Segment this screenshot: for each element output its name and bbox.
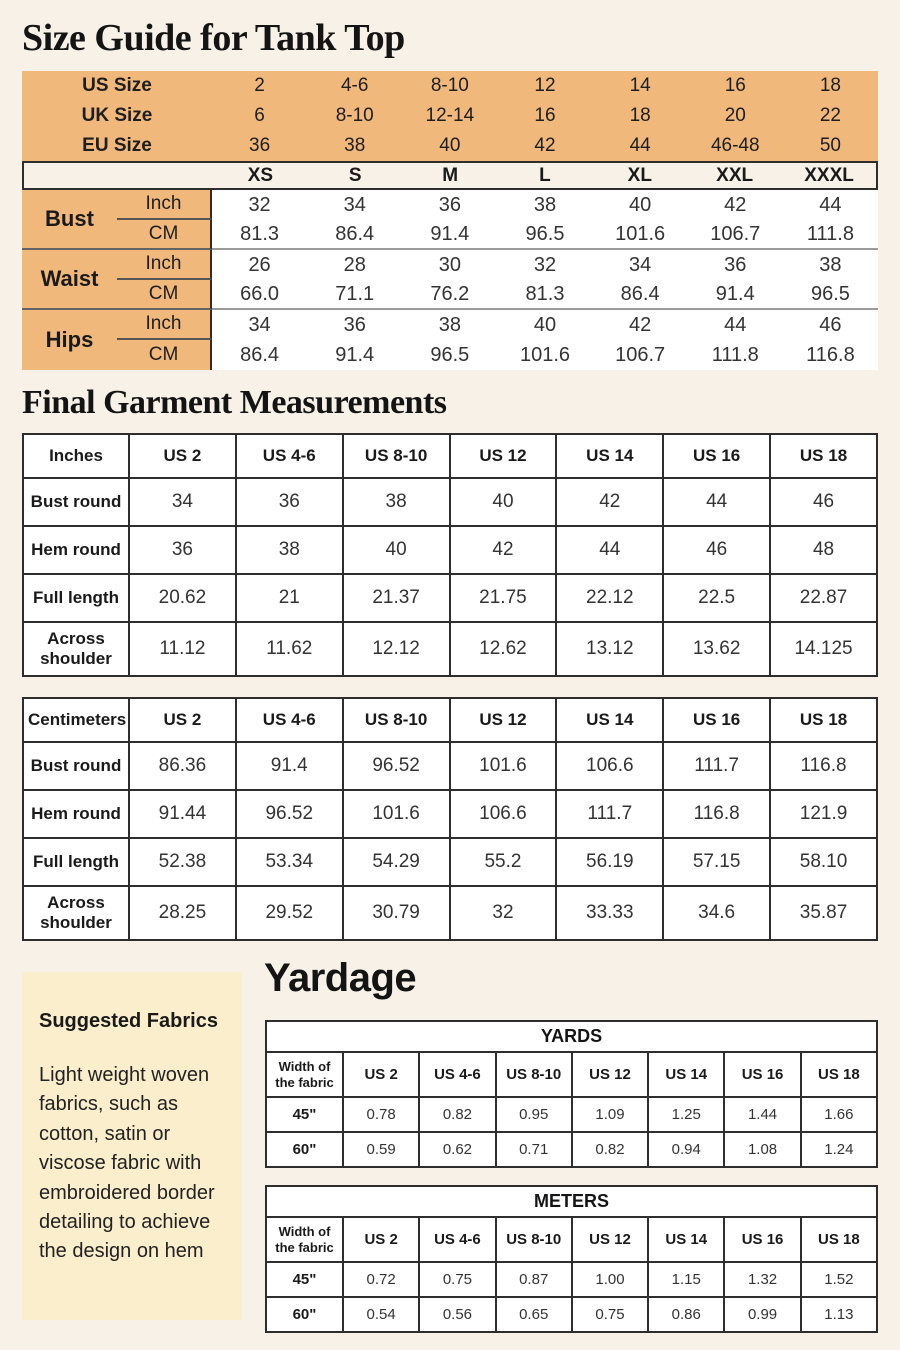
unit-label: CM xyxy=(117,280,212,310)
cell-value: 38 xyxy=(344,135,366,156)
cell-value: 16 xyxy=(724,75,746,96)
cell-value: 1.32 xyxy=(724,1262,800,1297)
row-label: Full length xyxy=(23,838,129,886)
cell-value: US 14 xyxy=(556,698,663,742)
cell-value: 1.13 xyxy=(801,1297,877,1332)
cell-value: US 2 xyxy=(343,1052,419,1097)
row-label: EU Size xyxy=(82,135,152,156)
cell-value: 36 xyxy=(307,310,402,340)
cell-value: 1.44 xyxy=(724,1097,800,1132)
page-title: Size Guide for Tank Top xyxy=(22,17,405,59)
cell-value: 22 xyxy=(819,105,841,126)
cell-value: 42 xyxy=(450,526,557,574)
cell-value: 50 xyxy=(819,135,841,156)
yardage-meters-table xyxy=(265,1185,878,1333)
cell-value: 13.62 xyxy=(663,622,770,676)
cell-value: US 4-6 xyxy=(419,1052,495,1097)
cell-value: 48 xyxy=(770,526,877,574)
cell-value: 38 xyxy=(783,250,878,280)
cell-value: 91.4 xyxy=(688,280,783,310)
cell-value: 101.6 xyxy=(593,220,688,250)
cell-value: 28.25 xyxy=(129,886,236,940)
cell-value: US 16 xyxy=(663,434,770,478)
cell-value: 116.8 xyxy=(770,742,877,790)
cell-value: 46 xyxy=(783,310,878,340)
cell-value: 6 xyxy=(254,105,265,126)
cell-value: 91.4 xyxy=(402,220,497,250)
cell-value: 1.25 xyxy=(648,1097,724,1132)
cell-value: 12-14 xyxy=(425,105,475,126)
row-label: 60" xyxy=(266,1132,343,1167)
table-row xyxy=(22,131,878,161)
cell-value: 0.65 xyxy=(496,1297,572,1332)
cell-value: US 4-6 xyxy=(236,698,343,742)
cell-value: 32 xyxy=(212,190,307,220)
cell-value: 11.62 xyxy=(236,622,343,676)
empty-cell xyxy=(23,162,213,189)
cell-value: 46-48 xyxy=(710,135,760,156)
cell-value: 1.15 xyxy=(648,1262,724,1297)
size-conversion-table xyxy=(22,71,878,161)
cell-value: US 16 xyxy=(724,1217,800,1262)
cell-value: 106.7 xyxy=(688,220,783,250)
cell-value: 2 xyxy=(254,75,265,96)
cell-value: 1.66 xyxy=(801,1097,877,1132)
cell-value: 38 xyxy=(236,526,343,574)
cell-value: 40 xyxy=(593,190,688,220)
cell-value: 71.1 xyxy=(307,280,402,310)
cell-value: 111.8 xyxy=(783,220,878,250)
cell-value: 14.125 xyxy=(770,622,877,676)
cell-value: 36 xyxy=(249,135,271,156)
cell-value: 21.75 xyxy=(450,574,557,622)
cell-value: 28 xyxy=(307,250,402,280)
cell-value: Inches xyxy=(23,434,129,478)
cell-value: 4-6 xyxy=(340,75,369,96)
cell-value: 86.4 xyxy=(593,280,688,310)
cell-value: 66.0 xyxy=(212,280,307,310)
cell-value: 96.52 xyxy=(236,790,343,838)
cell-value: 40 xyxy=(343,526,450,574)
cell-value: 8-10 xyxy=(335,105,374,126)
unit-label: CM xyxy=(117,220,212,250)
cell-value: US 4-6 xyxy=(419,1217,495,1262)
cell-value: M xyxy=(442,164,459,186)
cell-value: 40 xyxy=(450,478,557,526)
cell-value: 0.78 xyxy=(343,1097,419,1132)
cell-value: 81.3 xyxy=(212,220,307,250)
fabrics-description: Light weight woven fabrics, such as cotton, satin or viscose fabric with embroidered border detailing to achieve the design on hem xyxy=(39,1064,215,1263)
cell-value: 35.87 xyxy=(770,886,877,940)
cell-value: 34 xyxy=(307,190,402,220)
cell-value: 36 xyxy=(688,250,783,280)
cell-value: 0.72 xyxy=(343,1262,419,1297)
cell-value: 30.79 xyxy=(343,886,450,940)
cell-value: 86.4 xyxy=(307,220,402,250)
table-row xyxy=(266,1262,877,1297)
section-label: Hips xyxy=(22,310,117,370)
cell-value: 0.99 xyxy=(724,1297,800,1332)
table-title-row xyxy=(266,1021,877,1052)
cell-value: 46 xyxy=(770,478,877,526)
suggested-fabrics-panel xyxy=(22,972,242,1320)
cell-value: 1.52 xyxy=(801,1262,877,1297)
cell-value: 32 xyxy=(450,886,557,940)
cell-value: 55.2 xyxy=(450,838,557,886)
cell-value: 52.38 xyxy=(129,838,236,886)
cell-value: 0.56 xyxy=(419,1297,495,1332)
cell-value: US 8-10 xyxy=(343,698,450,742)
table-row xyxy=(266,1132,877,1167)
cell-value: 33.33 xyxy=(556,886,663,940)
cell-value: 76.2 xyxy=(402,280,497,310)
cell-value: 20.62 xyxy=(129,574,236,622)
cell-value: US 18 xyxy=(770,434,877,478)
cell-value: 111.7 xyxy=(663,742,770,790)
cell-value: 14 xyxy=(629,75,651,96)
cell-value: 13.12 xyxy=(556,622,663,676)
cell-value: 91.44 xyxy=(129,790,236,838)
cell-value: 34 xyxy=(129,478,236,526)
cell-value: Width of the fabric xyxy=(266,1052,343,1097)
letter-sizes-row xyxy=(22,161,878,190)
row-label: 60" xyxy=(266,1297,343,1332)
cell-value: US 18 xyxy=(770,698,877,742)
cell-value: L xyxy=(539,164,551,186)
row-label: Full length xyxy=(23,574,129,622)
cell-value: US 18 xyxy=(801,1052,877,1097)
yardage-section-title: Yardage xyxy=(264,956,417,1000)
cell-value: 42 xyxy=(593,310,688,340)
cell-value: 38 xyxy=(343,478,450,526)
cell-value: 0.82 xyxy=(419,1097,495,1132)
cell-value: 42 xyxy=(688,190,783,220)
cell-value: 44 xyxy=(629,135,651,156)
cell-value: 1.08 xyxy=(724,1132,800,1167)
cell-value: 58.10 xyxy=(770,838,877,886)
cell-value: 34 xyxy=(212,310,307,340)
cell-value: 11.12 xyxy=(129,622,236,676)
cell-value: 12.12 xyxy=(343,622,450,676)
cell-value: US 8-10 xyxy=(496,1217,572,1262)
cell-value: 20 xyxy=(724,105,746,126)
cell-value: S xyxy=(348,164,362,186)
cell-value: US 8-10 xyxy=(496,1052,572,1097)
cell-value: 86.36 xyxy=(129,742,236,790)
cell-value: 16 xyxy=(534,105,556,126)
cell-value: XL xyxy=(627,164,652,186)
cell-value: 18 xyxy=(629,105,651,126)
cell-value: Width of the fabric xyxy=(266,1217,343,1262)
cell-value: 0.86 xyxy=(648,1297,724,1332)
row-label: Across shoulder xyxy=(23,622,129,676)
garment-centimeters-table xyxy=(22,697,878,941)
cell-value: 106.7 xyxy=(593,340,688,370)
cell-value: 111.7 xyxy=(556,790,663,838)
cell-value: 101.6 xyxy=(343,790,450,838)
table-row xyxy=(23,790,877,838)
cell-value: 44 xyxy=(783,190,878,220)
cell-value: 101.6 xyxy=(450,742,557,790)
cell-value: 12.62 xyxy=(450,622,557,676)
cell-value: 81.3 xyxy=(497,280,592,310)
cell-value: 1.00 xyxy=(572,1262,648,1297)
row-label: Hem round xyxy=(23,526,129,574)
cell-value: 46 xyxy=(663,526,770,574)
cell-value: 0.95 xyxy=(496,1097,572,1132)
cell-value: US 16 xyxy=(663,698,770,742)
row-label: Bust round xyxy=(23,478,129,526)
cell-value: 44 xyxy=(556,526,663,574)
cell-value: 56.19 xyxy=(556,838,663,886)
cell-value: 34.6 xyxy=(663,886,770,940)
yardage-yards-table xyxy=(265,1020,878,1168)
table-row xyxy=(23,886,877,940)
unit-label: CM xyxy=(117,340,212,370)
garment-section-title: Final Garment Measurements xyxy=(22,384,447,421)
cell-value: 38 xyxy=(402,310,497,340)
yards-title: YARDS xyxy=(266,1021,877,1052)
table-row xyxy=(23,622,877,676)
cell-value: US 16 xyxy=(724,1052,800,1097)
cell-value: 96.5 xyxy=(402,340,497,370)
cell-value: 36 xyxy=(129,526,236,574)
cell-value: 0.82 xyxy=(572,1132,648,1167)
table-row xyxy=(23,478,877,526)
row-label: 45" xyxy=(266,1262,343,1297)
cell-value: US 14 xyxy=(648,1052,724,1097)
cell-value: Centimeters xyxy=(23,698,129,742)
cell-value: 21.37 xyxy=(343,574,450,622)
section-label: Waist xyxy=(22,250,117,310)
table-row xyxy=(266,1297,877,1332)
cell-value: 96.5 xyxy=(783,280,878,310)
cell-value: 96.52 xyxy=(343,742,450,790)
row-label: US Size xyxy=(82,75,152,96)
table-header-row xyxy=(266,1217,877,1262)
body-measurements-table xyxy=(22,190,878,370)
cell-value: US 4-6 xyxy=(236,434,343,478)
table-row xyxy=(266,1097,877,1132)
cell-value: US 2 xyxy=(129,434,236,478)
cell-value: 1.09 xyxy=(572,1097,648,1132)
cell-value: 29.52 xyxy=(236,886,343,940)
cell-value: US 12 xyxy=(572,1052,648,1097)
cell-value: 30 xyxy=(402,250,497,280)
unit-label: Inch xyxy=(117,310,212,340)
cell-value: 22.12 xyxy=(556,574,663,622)
cell-value: 116.8 xyxy=(783,340,878,370)
table-header-row xyxy=(266,1052,877,1097)
cell-value: 0.54 xyxy=(343,1297,419,1332)
cell-value: 106.6 xyxy=(450,790,557,838)
cell-value: 121.9 xyxy=(770,790,877,838)
row-label: UK Size xyxy=(81,105,153,126)
table-row xyxy=(23,742,877,790)
cell-value: 21 xyxy=(236,574,343,622)
cell-value: 0.87 xyxy=(496,1262,572,1297)
garment-inches-table xyxy=(22,433,878,677)
cell-value: 0.75 xyxy=(572,1297,648,1332)
cell-value: US 8-10 xyxy=(343,434,450,478)
cell-value: 116.8 xyxy=(663,790,770,838)
cell-value: 36 xyxy=(402,190,497,220)
cell-value: 44 xyxy=(688,310,783,340)
row-label: Bust round xyxy=(23,742,129,790)
cell-value: 0.59 xyxy=(343,1132,419,1167)
cell-value: 91.4 xyxy=(307,340,402,370)
cell-value: 22.87 xyxy=(770,574,877,622)
cell-value: 106.6 xyxy=(556,742,663,790)
cell-value: 0.94 xyxy=(648,1132,724,1167)
cell-value: XXL xyxy=(716,164,754,186)
cell-value: 111.8 xyxy=(688,340,783,370)
table-header-row xyxy=(23,434,877,478)
unit-label: Inch xyxy=(117,250,212,280)
row-label: 45" xyxy=(266,1097,343,1132)
cell-value: 8-10 xyxy=(430,75,469,96)
meters-title: METERS xyxy=(266,1186,877,1217)
cell-value: 34 xyxy=(593,250,688,280)
cell-value: US 12 xyxy=(572,1217,648,1262)
table-title-row xyxy=(266,1186,877,1217)
cell-value: 38 xyxy=(497,190,592,220)
section-label: Bust xyxy=(22,190,117,250)
cell-value: 1.24 xyxy=(801,1132,877,1167)
cell-value: US 12 xyxy=(450,434,557,478)
cell-value: 12 xyxy=(534,75,556,96)
cell-value: 18 xyxy=(819,75,841,96)
cell-value: 86.4 xyxy=(212,340,307,370)
cell-value: 0.75 xyxy=(419,1262,495,1297)
cell-value: US 18 xyxy=(801,1217,877,1262)
cell-value: 44 xyxy=(663,478,770,526)
table-row xyxy=(23,162,877,189)
cell-value: 0.62 xyxy=(419,1132,495,1167)
cell-value: US 2 xyxy=(343,1217,419,1262)
cell-value: US 14 xyxy=(556,434,663,478)
cell-value: 40 xyxy=(497,310,592,340)
fabrics-title: Suggested Fabrics xyxy=(39,1010,218,1032)
row-label: Hem round xyxy=(23,790,129,838)
table-row xyxy=(23,838,877,886)
cell-value: 53.34 xyxy=(236,838,343,886)
cell-value: 42 xyxy=(534,135,556,156)
cell-value: 32 xyxy=(497,250,592,280)
cell-value: US 2 xyxy=(129,698,236,742)
cell-value: 101.6 xyxy=(497,340,592,370)
table-row xyxy=(22,71,878,101)
cell-value: 40 xyxy=(439,135,461,156)
cell-value: 26 xyxy=(212,250,307,280)
cell-value: 91.4 xyxy=(236,742,343,790)
cell-value: 54.29 xyxy=(343,838,450,886)
unit-label: Inch xyxy=(117,190,212,220)
table-row xyxy=(22,101,878,131)
cell-value: US 12 xyxy=(450,698,557,742)
cell-value: US 14 xyxy=(648,1217,724,1262)
row-label: Across shoulder xyxy=(23,886,129,940)
cell-value: XS xyxy=(247,164,274,186)
table-row xyxy=(23,526,877,574)
cell-value: 22.5 xyxy=(663,574,770,622)
table-row xyxy=(23,574,877,622)
cell-value: 96.5 xyxy=(497,220,592,250)
cell-value: 42 xyxy=(556,478,663,526)
cell-value: XXXL xyxy=(804,164,854,186)
table-header-row xyxy=(23,698,877,742)
cell-value: 36 xyxy=(236,478,343,526)
cell-value: 57.15 xyxy=(663,838,770,886)
cell-value: 0.71 xyxy=(496,1132,572,1167)
